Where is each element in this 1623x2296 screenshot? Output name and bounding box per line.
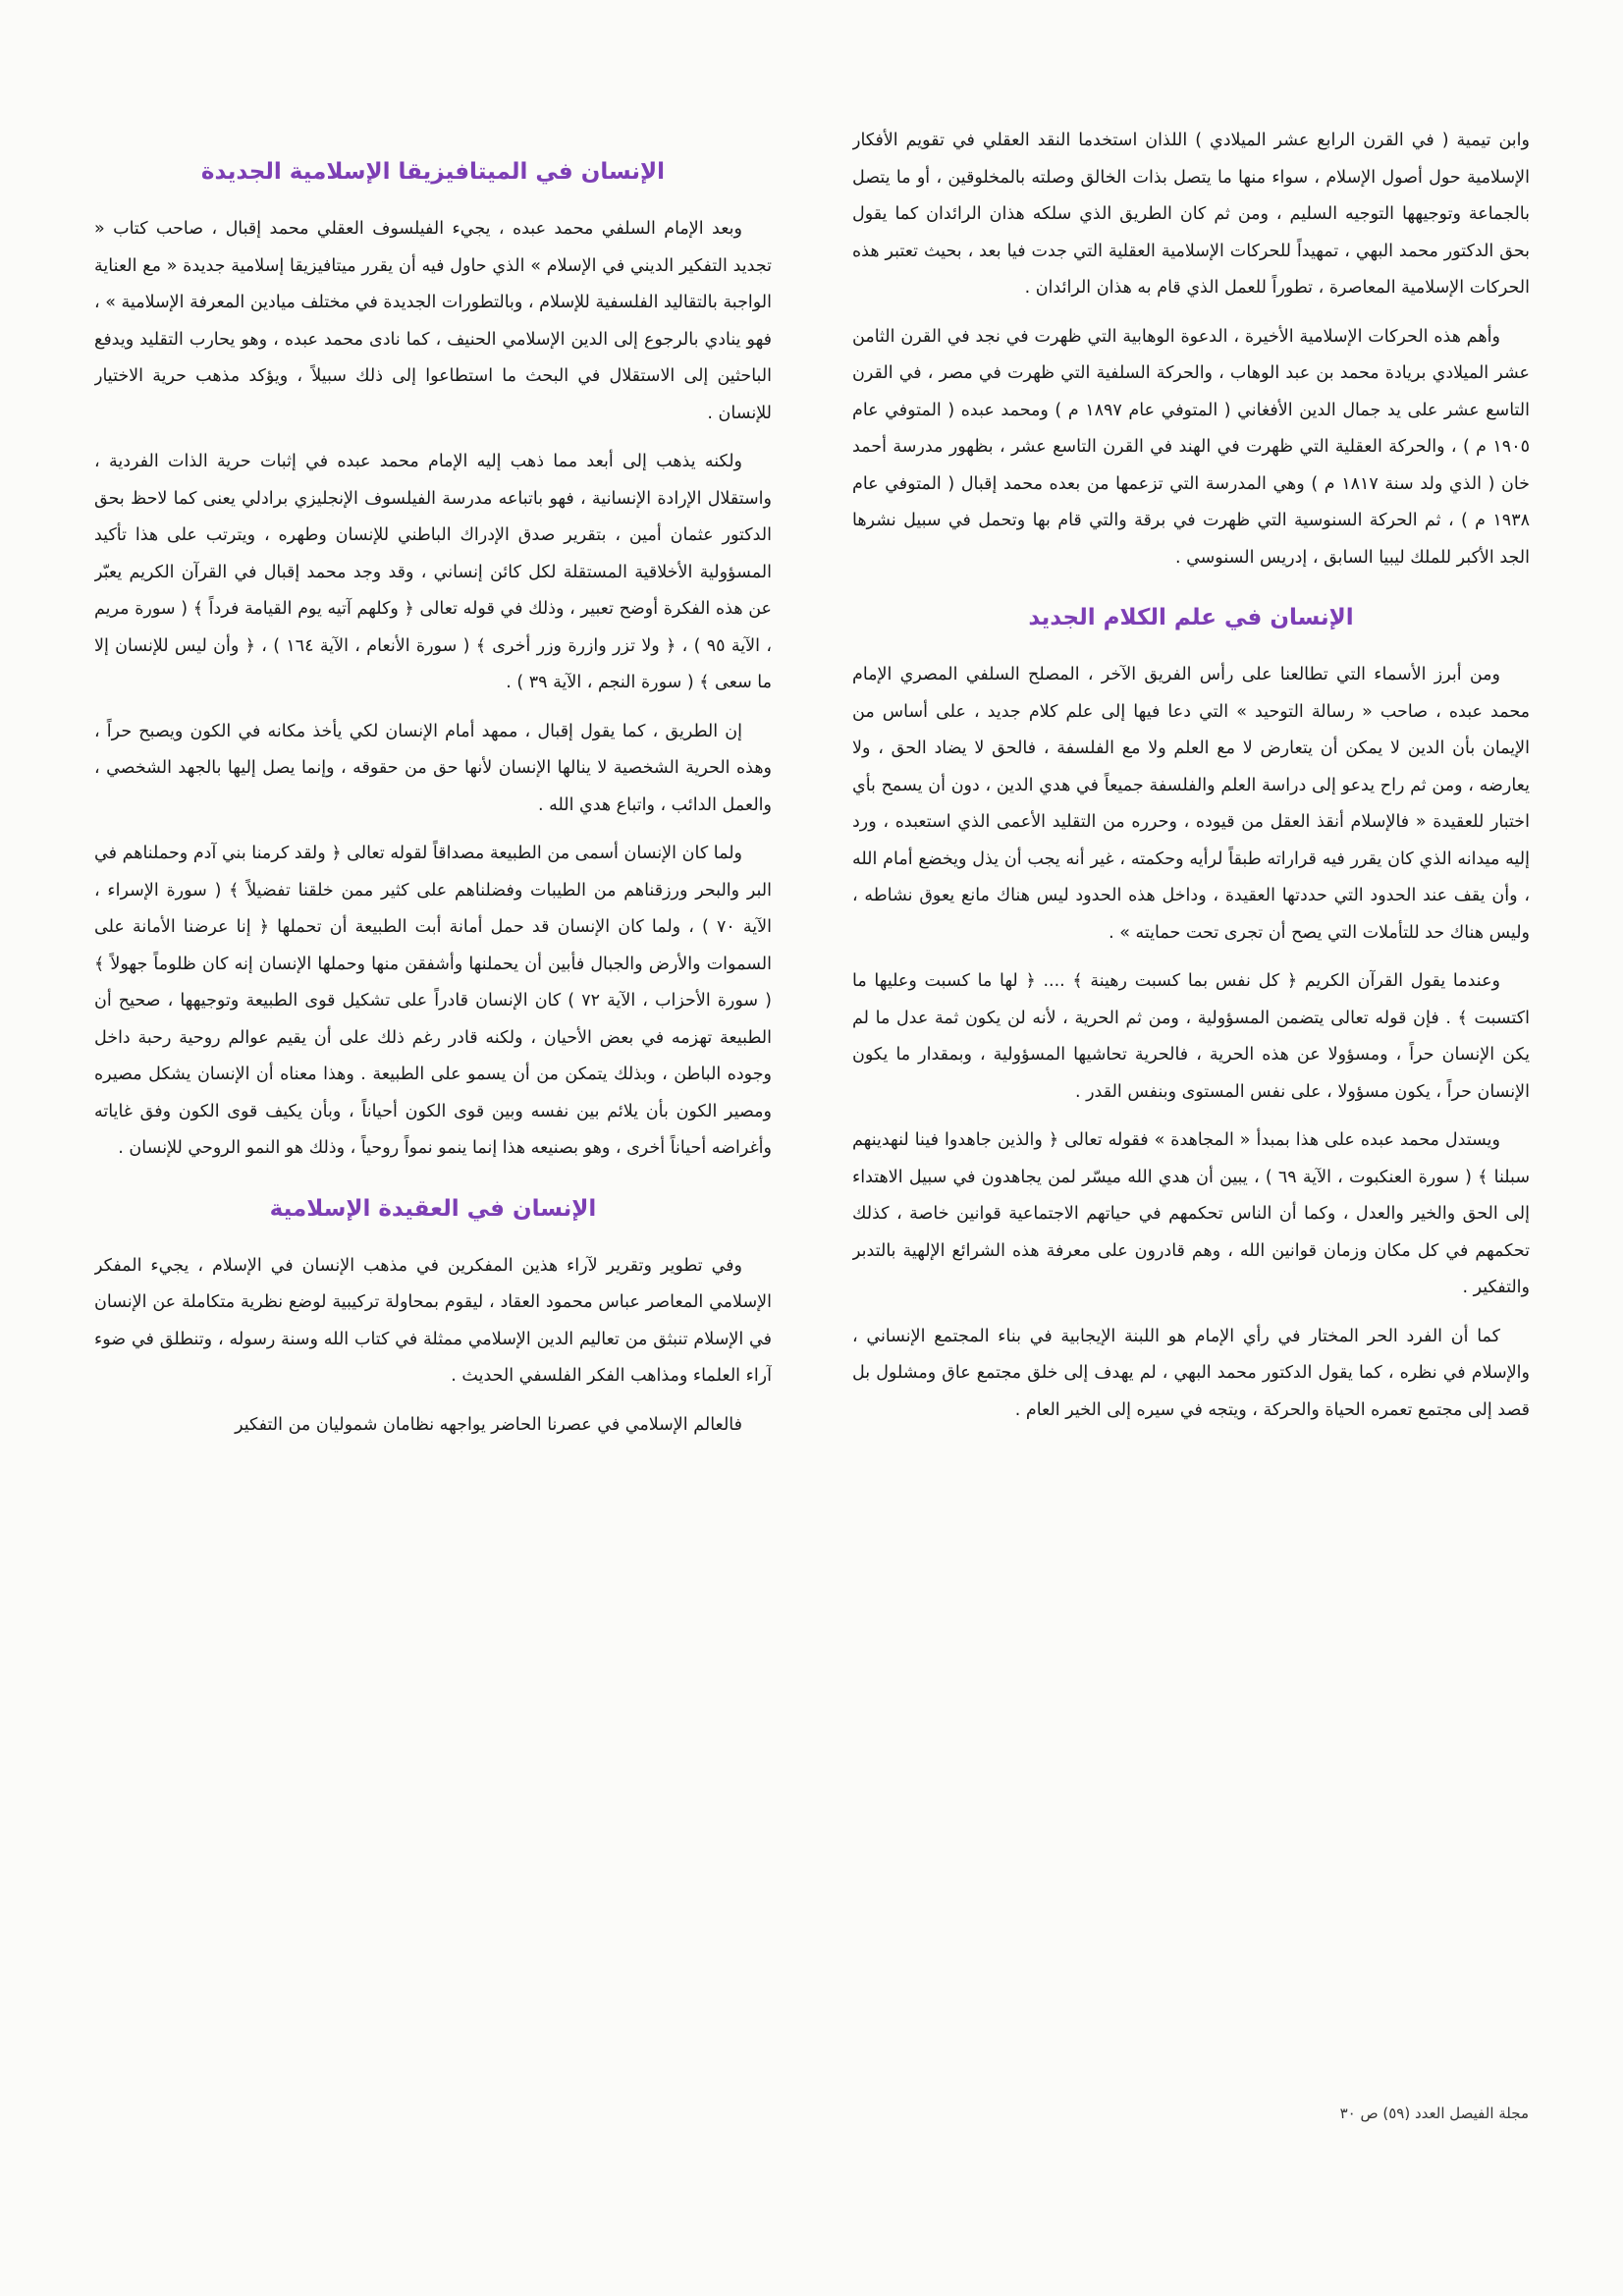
paragraph: وعندما يقول القرآن الكريم ﴿ كل نفس بما كسبت رهينة ﴾ .... ﴿ لها ما كسبت وعليها ما اكتسبت ﴾ . فإن قوله تعالى يتضمن المسؤولية ، ومن ثم الحرية ، لأنه لن يكون ثمة عدل ما لم يكن الإنسان حراً ، ومسؤولا عن هذه الحرية ، فالحرية تحاشيها المسؤولية ، وبمقدار ما يكون الإنسان حراً ، يكون مسؤولا ، على نفس المستوى وبنفس القدر . <box>852 971 1530 1102</box>
paragraph: ولما كان الإنسان أسمى من الطبيعة مصداقاً لقوله تعالى ﴿ ولقد كرمنا بني آدم وحملناهم في البر والبحر ورزقناهم من الطيبات وفضلناهم على كثير ممن خلقنا تفضيلاً ﴾ ( سورة الإسراء ، الآية ٧٠ ) ، ولما كان الإنسان قد حمل أمانة أبت الطبيعة أن تحملها ﴿ إنا عرضنا الأمانة على السموات والأرض والجبال فأبين أن يحملنها وأشفقن منها وحملها الإنسان إنه كان ظلوماً جهولاً ﴾ ( سورة الأحزاب ، الآية ٧٢ ) كان الإنسان قادراً على تشكيل قوى الطبيعة وتوجيهها ، صحيح أن الطبيعة تهزمه في بعض الأحيان ، ولكنه قادر رغم ذلك على أن يقيم عوالم روحية رحبة داخل وجوده الباطن ، وبذلك يتمكن من أن يسمو على الطبيعة . وهذا معناه أن الإنسان يشكل مصيره ومصير الكون بأن يلائم بين نفسه وبين قوى الكون أحياناً ، وبأن يكيف قوى الكون وفق غاياته وأغراضه أحياناً أخرى ، وهو بصنيعه هذا إنما ينمو نمواً روحياً ، وذلك هو النمو الروحي للإنسان . <box>94 844 772 1159</box>
magazine-page <box>94 123 1530 2195</box>
paragraph: وفي تطوير وتقرير لآراء هذين المفكرين في مذهب الإنسان في الإسلام ، يجيء المفكر الإسلامي المعاصر عباس محمود العقاد ، ليقوم بمحاولة تركيبية لوضع نظرية متكاملة عن الإنسان في الإسلام تنبثق من تعاليم الدين الإسلامي ممثلة في كتاب الله وسنة رسوله ، وتنطلق في ضوء آراء العلماء ومذاهب الفكر الفلسفي الحديث . <box>94 1255 772 1387</box>
paragraph: ويستدل محمد عبده على هذا بمبدأ « المجاهدة » فقوله تعالى ﴿ والذين جاهدوا فينا لنهدينهم سبلنا ﴾ ( سورة العنكبوت ، الآية ٦٩ ) ، يبين أن هدي الله ميسّر لمن يجاهدون في سبيل الاهتداء إلى الحق والخير والعدل ، وكما أن الناس تحكمهم في حياتهم الاجتماعية قوانين خاصة ، كذلك تحكمهم في كل مكان وزمان قوانين الله ، وهم قادرون على معرفة هذه الشرائع الإلهية بالتدبر والتفكير . <box>852 1130 1530 1298</box>
section-heading-creed: الإنسان في العقيدة الإسلامية <box>269 1195 597 1222</box>
right-column <box>852 123 1530 2195</box>
paragraph: إن الطريق ، كما يقول إقبال ، ممهد أمام الإنسان لكي يأخذ مكانه في الكون ويصبح حراً ، وهذه الحرية الشخصية لا ينالها الإنسان لأنها حق من حقوقه ، وإنما يصل إليها بالجهد الشخصي ، والعمل الدائب ، واتباع هدي الله . <box>94 721 772 815</box>
paragraph: وبعد الإمام السلفي محمد عبده ، يجيء الفيلسوف العقلي محمد إقبال ، صاحب كتاب « تجديد التفكير الديني في الإسلام » الذي حاول فيه أن يقرر ميتافيزيقا إسلامية جديدة « مع العناية الواجبة بالتقاليد الفلسفية للإسلام ، وبالتطورات الجديدة في مختلف ميادين المعرفة الإسلامية » ، فهو ينادي بالرجوع إلى الدين الإسلامي الحنيف ، كما نادى محمد عبده ، وهو يحارب التقليد ويدفع الباحثين إلى الاستقلال في البحث ما استطاعوا إلى ذلك سبيلاً ، ويؤكد مذهب حرية الاختيار للإنسان . <box>94 219 772 423</box>
paragraph: ولكنه يذهب إلى أبعد مما ذهب إليه الإمام محمد عبده في إثبات حرية الذات الفردية ، واستقلال الإرادة الإنسانية ، فهو باتباعه مدرسة الفيلسوف الإنجليزي برادلي يعنى كما لاحظ بحق الدكتور عثمان أمين ، بتقرير صدق الإدراك الباطني للإنسان وطهره ، ويترتب على هذا تأكيد المسؤولية الأخلاقية المستقلة لكل كائن إنساني ، وقد وجد محمد إقبال في القرآن الكريم يعبّر عن هذه الفكرة أوضح تعبير ، وذلك في قوله تعالى ﴿ وكلهم آتيه يوم القيامة فرداً ﴾ ( سورة مريم ، الآية ٩٥ ) ، ﴿ ولا تزر وازرة وزر أخرى ﴾ ( سورة الأنعام ، الآية ١٦٤ ) ، ﴿ وأن ليس للإنسان إلا ما سعى ﴾ ( سورة النجم ، الآية ٣٩ ) . <box>94 452 772 693</box>
two-column-layout <box>94 123 1530 2195</box>
section-heading-kalam: الإنسان في علم الكلام الجديد <box>1028 605 1354 630</box>
paragraph: ومن أبرز الأسماء التي تطالعنا على رأس الفريق الآخر ، المصلح السلفي المصري الإمام محمد عبده ، صاحب « رسالة التوحيد » التي دعا فيها إلى علم كلام جديد ، على أساس من الإيمان بأن الدين لا يمكن أن يتعارض لا مع العلم ولا مع الفلسفة ، فالحق لا يضاد الحق ، ولا يعارضه ، ومن ثم راح يدعو إلى دراسة العلم والفلسفة جميعاً في هدي الدين ، دون أن يسمح بأي اختبار للعقيدة « فالإسلام أنقذ العقل من قيوده ، وحرره من التقليد الأعمى الذي استعبده ، ورد إليه ميدانه الذي كان يقرر فيه قراراته طبقاً لرأيه وحكمته ، غير أنه يجب أن يذل ويخضع أمام الله ، وأن يقف عند الحدود التي حددتها العقيدة ، وداخل هذه الحدود ليس هناك مانع يعوق نشاطه ، وليس هناك حد للتأملات التي يصح أن تجرى تحت حمايته » . <box>852 665 1530 943</box>
section-heading-metaphysics: الإنسان في الميتافيزيقا الإسلامية الجديدة <box>200 159 666 185</box>
paragraph: كما أن الفرد الحر المختار في رأي الإمام هو اللبنة الإيجابية في بناء المجتمع الإنساني ، والإسلام في نظره ، كما يقول الدكتور محمد البهي ، لم يهدف إلى خلق مجتمع عاق ومشلول بل قصد إلى مجتمع تعمره الحياة والحركة ، ويتجه في سيره إلى الخير العام . <box>852 1326 1530 1420</box>
paragraph: وابن تيمية ( في القرن الرابع عشر الميلادي ) اللذان استخدما النقد العقلي في تقويم الأفكار الإسلامية حول أصول الإسلام ، سواء منها ما يتصل بذات الخالق وصلته بالمخلوقين ، أو ما يتصل بالجماعة وتوجيهها التوجيه السليم ، ومن ثم كان الطريق الذي سلكه هذان الرائدان كما يقول بحق الدكتور محمد البهي ، تمهيداً للحركات الإسلامية العقلية التي جدت فيا بعد ، بحيث تعتبر هذه الحركات الإسلامية المعاصرة ، تطوراً للعمل الذي قام به هذان الرائدان . <box>852 131 1530 298</box>
left-column <box>94 123 772 2195</box>
paragraph: وأهم هذه الحركات الإسلامية الأخيرة ، الدعوة الوهابية التي ظهرت في نجد في القرن الثامن عشر الميلادي بريادة محمد بن عبد الوهاب ، والحركة السلفية التي ظهرت في مصر ، في القرن التاسع عشر على يد جمال الدين الأفغاني ( المتوفي عام ١٨٩٧ م ) ومحمد عبده ( المتوفي عام ١٩٠٥ م ) ، والحركة العقلية التي ظهرت في الهند في القرن التاسع عشر ، بظهور مدرسة أحمد خان ( الذي ولد سنة ١٨١٧ م ) وهي المدرسة التي تزعمها من بعده محمد إقبال ( المتوفي عام ١٩٣٨ م ) ، ثم الحركة السنوسية التي ظهرت في برقة والتي قام بها وتحمل في سبيل نشرها الجد الأكبر للملك ليبيا السابق ، إدريس السنوسي . <box>852 326 1530 568</box>
page-footer: مجلة الفيصل العدد (٥٩) ص ٣٠ <box>1339 2105 1529 2122</box>
paragraph: فالعالم الإسلامي في عصرنا الحاضر يواجهه نظامان شموليان من التفكير <box>235 1414 742 1435</box>
